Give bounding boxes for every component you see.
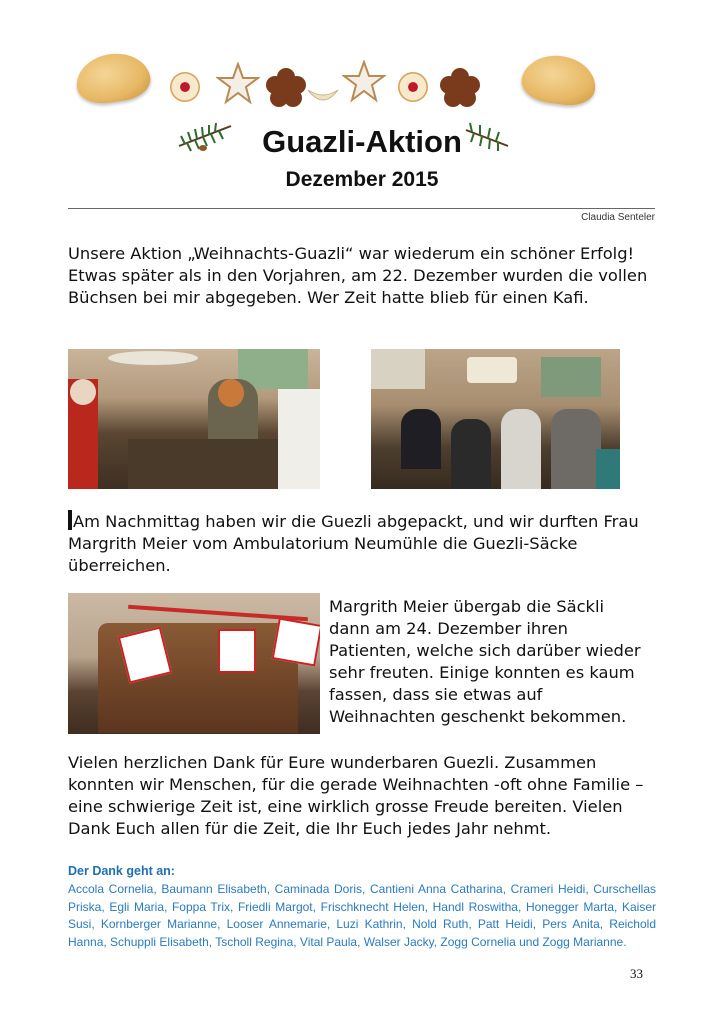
star-cookie-icon bbox=[216, 62, 260, 106]
photo-women-at-table-left bbox=[68, 349, 320, 489]
thanks-heading: Der Dank geht an: bbox=[68, 864, 175, 878]
photo-women-at-table-right bbox=[371, 349, 620, 489]
crescent-cookie-icon bbox=[306, 84, 340, 106]
cookie-banner bbox=[70, 48, 610, 118]
page-number: 33 bbox=[630, 966, 643, 981]
page-subtitle: Dezember 2015 bbox=[285, 168, 439, 191]
star-cookie-icon bbox=[342, 60, 386, 104]
intro-paragraph: Unsere Aktion „Weihnachts-Guazli“ war wiederum ein schöner Erfolg! Etwas später als in den Vorjahren, am 22. Dezember wurden die vollen Büchsen bei mir abgegeben. Wer Zeit hatte blieb für einen Kafi. bbox=[68, 244, 648, 307]
jam-cookie-icon bbox=[170, 72, 200, 102]
heart-cookie-right-icon bbox=[519, 51, 599, 109]
photo-cookie-bags bbox=[68, 593, 320, 734]
text-cursor bbox=[68, 510, 72, 530]
thanks-names: Accola Cornelia, Baumann Elisabeth, Caminada Doris, Cantieni Anna Catharina, Crameri Heidi, Curschellas Priska, Egli Maria, Foppa Trix, Friedli Margot, Frischknecht Helen, Handl Roswitha, Honegger Marta, Kaiser Susi, Kornberger Marianne, Looser Annemarie, Luzi Kathrin, Nold Ruth, Patt Heidi, Pers Anita, Reichold Hanna, Schuppli Elisabeth, Tscholl Regina, Vital Paula, Walser Jacky, Zogg Cornelia und Zogg Marianne. bbox=[68, 882, 656, 949]
paragraph-2: Am Nachmittag haben wir die Guezli abgepackt, und wir durften Frau Margrith Meier vom Ambulatorium Neumühle die Guezli-Säcke überreichen. bbox=[68, 512, 639, 575]
author: Claudia Senteler bbox=[581, 212, 655, 223]
divider bbox=[68, 208, 655, 209]
heart-cookie-left-icon bbox=[73, 49, 153, 107]
page-title: Guazli-Aktion bbox=[262, 124, 462, 159]
caption-paragraph: Margrith Meier übergab die Säckli dann am 24. Dezember ihren Patienten, welche sich darüber wieder sehr freuten. Einige konnten es kaum fassen, dass sie etwas auf Weihnachten geschenkt bekommen. bbox=[329, 597, 641, 726]
jam-cookie-icon bbox=[398, 72, 428, 102]
chocolate-flower-cookie-icon bbox=[440, 68, 480, 108]
paragraph-3: Vielen herzlichen Dank für Eure wunderbaren Guezli. Zusammen konnten wir Menschen, für die gerade Weihnachten -oft ohne Familie – eine schwierige Zeit ist, eine wirklich grosse Freude bereiten. Vielen Dank Euch allen für die Zeit, die Ihr Euch jedes Jahr nehmt. bbox=[68, 753, 644, 838]
chocolate-flower-cookie-icon bbox=[266, 68, 306, 108]
